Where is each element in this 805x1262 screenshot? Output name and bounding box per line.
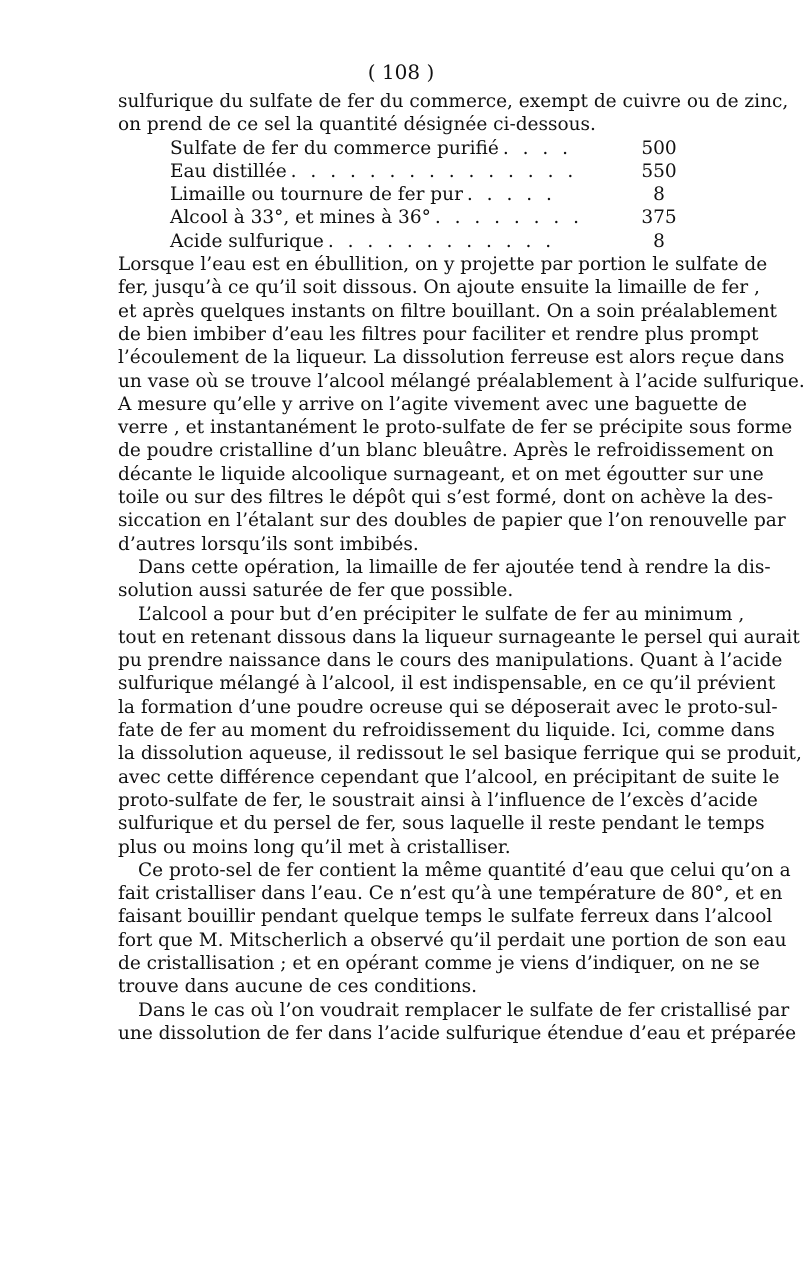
text-line: L’alcool a pour but d’en précipiter le sulfate de fer au minimum , xyxy=(138,603,745,625)
text-line: de poudre cristalline d’un blanc bleuâtre. Après le refroidissement on xyxy=(118,440,774,462)
text-line: on prend de ce sel la quantité désignée ci-dessous. xyxy=(118,114,596,136)
text-line: sulfurique et du persel de fer, sous laquelle il reste pendant le temps xyxy=(118,813,765,835)
ingredient-name: Eau distillée xyxy=(170,160,287,182)
ingredient-name: Alcool à 33°, et mines à 36° xyxy=(170,207,431,229)
text-line: tout en retenant dissous dans la liqueur surnageante le persel qui aurait xyxy=(118,626,800,648)
paragraph xyxy=(118,253,805,556)
text-line: A mesure qu’elle y arrive on l’agite vivement avec une baguette de xyxy=(118,393,747,415)
ingredient-row xyxy=(118,160,684,183)
text-line: sulfurique mélangé à l’alcool, il est indispensable, en ce qu’il prévient xyxy=(118,673,776,695)
text-line: la formation d’une poudre ocreuse qui se déposerait avec le proto-sul- xyxy=(118,696,778,718)
text-line: plus ou moins long qu’il met à cristalliser. xyxy=(118,836,511,858)
paragraph xyxy=(118,859,791,999)
leader-dots: . . . . xyxy=(502,137,573,159)
ingredient-quantity: 550 xyxy=(641,160,677,182)
ingredient-quantity: 375 xyxy=(641,207,677,229)
text-line: siccation en l’étalant sur des doubles de papier que l’on renouvelle par xyxy=(118,510,786,532)
ingredient-row xyxy=(118,230,684,253)
page-number: ( 108 ) xyxy=(367,60,435,84)
text-line: fort que M. Mitscherlich a observé qu’il perdait une portion de son eau xyxy=(118,929,787,951)
text-line: une dissolution de fer dans l’acide sulfurique étendue d’eau et préparée xyxy=(118,1022,797,1044)
text-line: fate de fer au moment du refroidissement du liquide. Ici, comme dans xyxy=(118,720,775,742)
text-line: trouve dans aucune de ces conditions. xyxy=(118,976,478,998)
text-line: avec cette différence cependant que l’alcool, en précipitant de suite le xyxy=(118,766,780,788)
text-line: Lorsque l’eau est en ébullition, on y projette par portion le sulfate de xyxy=(118,254,768,276)
text-line: d’autres lorsqu’ils sont imbibés. xyxy=(118,533,419,555)
text-line: et après quelques instants on filtre bouillant. On a soin préalablement xyxy=(118,300,777,322)
book-page xyxy=(118,58,805,1045)
ingredient-name: Limaille ou tournure de fer pur xyxy=(170,184,463,206)
ingredient-quantity: 8 xyxy=(653,230,665,252)
ingredient-name: Acide sulfurique xyxy=(170,230,324,252)
text-line: la dissolution aqueuse, il redissout le sel basique ferrique qui se produit, xyxy=(118,743,802,765)
ingredient-name: Sulfate de fer du commerce purifié xyxy=(170,137,499,159)
ingredient-row xyxy=(118,137,684,160)
text-line: un vase où se trouve l’alcool mélangé préalablement à l’acide sulfurique. xyxy=(118,370,805,392)
leader-dots: . . . . . . . . . . . . . . . xyxy=(290,160,578,182)
ingredient-quantity: 8 xyxy=(653,184,665,206)
text-line: solution aussi saturée de fer que possible. xyxy=(118,580,514,602)
ingredient-quantity: 500 xyxy=(641,137,677,159)
text-line: toile ou sur des filtres le dépôt qui s’est formé, dont on achève la des- xyxy=(118,487,773,509)
text-line: proto-sulfate de fer, le soustrait ainsi à l’influence de l’excès d’acide xyxy=(118,789,758,811)
ingredient-row xyxy=(118,206,684,229)
text-line: sulfurique du sulfate de fer du commerce, exempt de cuivre ou de zinc, xyxy=(118,91,789,112)
text-line: verre , et instantanément le proto-sulfate de fer se précipite sous forme xyxy=(118,417,793,439)
text-line: décante le liquide alcoolique surnageant, et on met égoutter sur une xyxy=(118,463,764,485)
paragraph xyxy=(118,603,802,859)
text-line: l’écoulement de la liqueur. La dissolution ferreuse est alors reçue dans xyxy=(118,347,785,369)
ingredient-list xyxy=(118,137,684,253)
paragraph xyxy=(118,999,797,1046)
intro-paragraph xyxy=(118,90,789,137)
text-line: Ce proto-sel de fer contient la même quantité d’eau que celui qu’on a xyxy=(138,859,791,881)
leader-dots: . . . . . xyxy=(466,184,556,206)
text-line: fait cristalliser dans l’eau. Ce n’est qu’à une température de 80°, et en xyxy=(118,883,783,905)
leader-dots: . . . . . . . . . . . . xyxy=(327,230,556,252)
text-line: de bien imbiber d’eau les filtres pour faciliter et rendre plus prompt xyxy=(118,323,759,345)
text-line: Dans cette opération, la limaille de fer ajoutée tend à rendre la dis- xyxy=(138,556,771,578)
paragraph xyxy=(118,556,771,603)
leader-dots: . . . . . . . . xyxy=(434,207,584,229)
text-line: fer, jusqu’à ce qu’il soit dissous. On ajoute ensuite la limaille de fer , xyxy=(118,277,760,299)
ingredient-row xyxy=(118,183,684,206)
text-line: Dans le cas où l’on voudrait remplacer le sulfate de fer cristallisé par xyxy=(138,999,790,1021)
text-line: pu prendre naissance dans le cours des manipulations. Quant à l’acide xyxy=(118,650,783,672)
text-line: de cristallisation ; et en opérant comme je viens d’indiquer, on ne se xyxy=(118,952,760,974)
text-line: faisant bouillir pendant quelque temps le sulfate ferreux dans l’alcool xyxy=(118,906,773,928)
page-body xyxy=(118,90,805,1045)
